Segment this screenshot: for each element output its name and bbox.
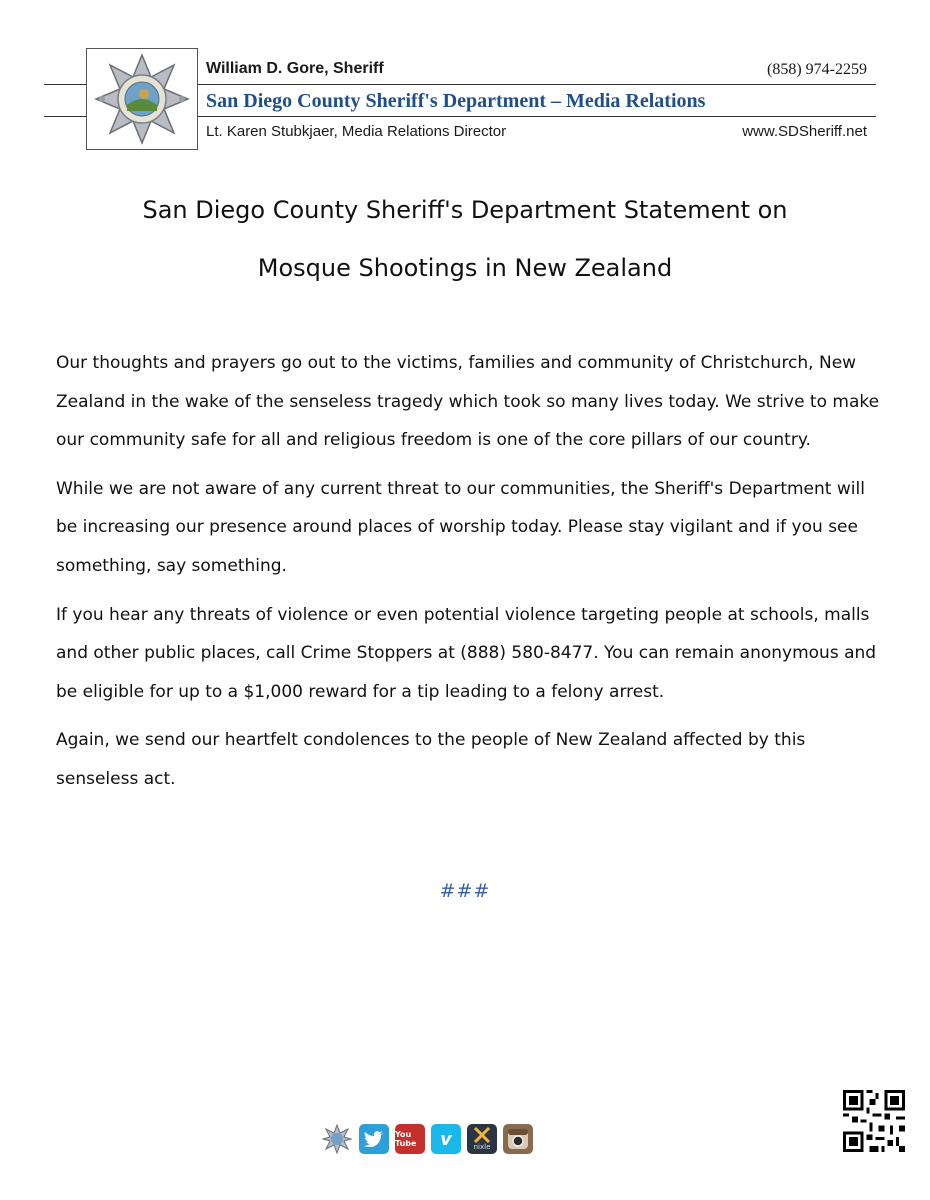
- statement-body: [56, 344, 881, 809]
- instagram-icon[interactable]: [503, 1124, 533, 1154]
- paragraph: While we are not aware of any current threat to our communities, the Sheriff's Department will be increasing our presence around places of worship today. Please stay vigilant and if you see something, say something.: [56, 478, 865, 576]
- statement-title-line-1: San Diego County Sheriff's Department Statement on: [142, 196, 788, 224]
- header-rule-bottom: [44, 116, 86, 117]
- header-rule-bottom-right: [196, 116, 876, 117]
- paragraph: If you hear any threats of violence or even potential violence targeting people at schools, malls and other public places, call Crime Stoppers at (888) 580-8477. You can remain anonymous and be eligible for up to a $1,000 reward for a tip leading to a felony arrest.: [56, 604, 877, 702]
- nixle-label: nixle: [473, 1143, 491, 1151]
- vimeo-icon[interactable]: v: [431, 1124, 461, 1154]
- header-rule-top-right: [196, 84, 876, 85]
- header-rule-top: [44, 84, 86, 85]
- paragraph: Our thoughts and prayers go out to the victims, families and community of Christchurch, New Zealand in the wake of the senseless tragedy which took so many lives today. We strive to make our community safe for all and religious freedom is one of the core pillars of our country.: [56, 353, 880, 451]
- department-title: San Diego County Sheriff's Department – Media Relations: [206, 90, 706, 112]
- sheriff-star-icon: [94, 53, 190, 145]
- end-mark: ###: [439, 880, 491, 902]
- nixle-icon[interactable]: [467, 1124, 497, 1154]
- youtube-icon[interactable]: [395, 1124, 425, 1154]
- sheriff-badge-logo: [86, 48, 198, 150]
- sheriff-name: William D. Gore, Sheriff: [206, 60, 384, 77]
- website-link[interactable]: www.SDSheriff.net: [742, 123, 867, 140]
- paragraph: Again, we send our heartfelt condolences to the people of New Zealand affected by this senseless act.: [56, 730, 806, 789]
- sheriff-badge-icon[interactable]: [322, 1124, 352, 1154]
- twitter-icon[interactable]: [359, 1124, 389, 1154]
- department-phone: (858) 974-2259: [767, 61, 867, 78]
- media-director: Lt. Karen Stubkjaer, Media Relations Director: [206, 123, 507, 140]
- statement-title-line-2: Mosque Shootings in New Zealand: [257, 254, 673, 282]
- qr-code[interactable]: [843, 1090, 905, 1152]
- youtube-label: You Tube: [395, 1130, 417, 1148]
